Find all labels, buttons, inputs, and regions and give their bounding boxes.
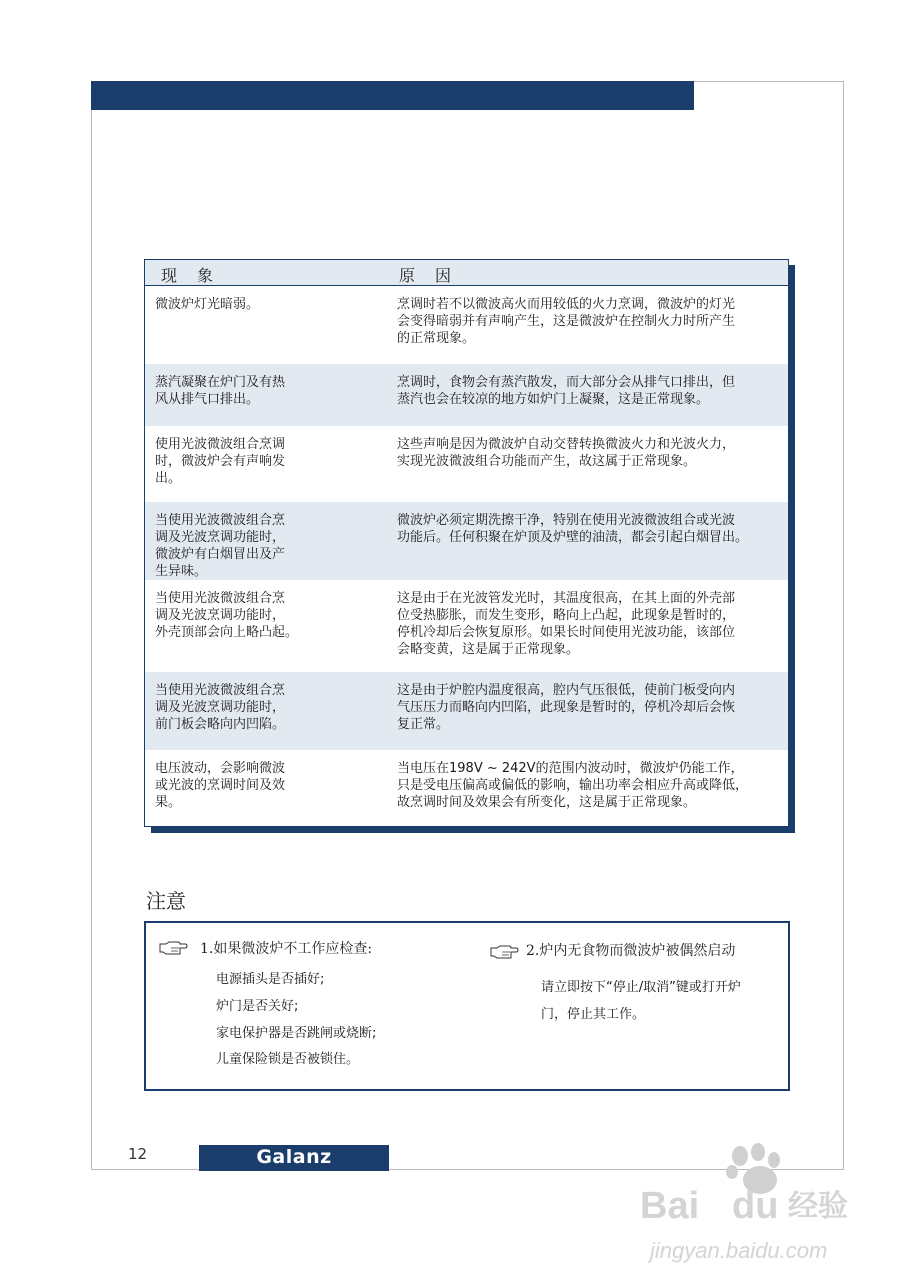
cell-line: 位受热膨胀，而发生变形，略向上凸起，此现象是暂时的， (397, 608, 736, 623)
phenomenon-cell (155, 760, 345, 811)
svg-text:经验: 经验 (788, 1189, 848, 1224)
pointing-hand-icon (489, 944, 519, 960)
cell-line: 前门板会略向内凹陷。 (155, 717, 286, 732)
note-item1-heading: 1.如果微波炉不工作应检查: (200, 941, 373, 957)
page-number: 12 (128, 1145, 148, 1163)
cell-line: 生异味。 (155, 564, 208, 579)
cell-line: 功能后。任何积聚在炉顶及炉壁的油渍，都会引起白烟冒出。 (397, 530, 749, 545)
table-row (145, 426, 788, 502)
cell-line: 蒸汽也会在较凉的地方如炉门上凝聚，这是正常现象。 (397, 392, 710, 407)
cause-cell (397, 760, 789, 811)
watermark-url: jingyan.baidu.com (650, 1238, 828, 1263)
cell-line: 或光波的烹调时间及效 (155, 778, 286, 793)
cell-line: 的正常现象。 (397, 331, 476, 346)
cause-cell (397, 374, 789, 408)
phenomenon-cell (155, 682, 345, 733)
note-item1-line: 家电保护器是否跳闸或烧断; (216, 1026, 377, 1041)
cell-line: 蒸汽凝聚在炉门及有热 (155, 375, 286, 390)
note-title: 注意 (146, 889, 186, 913)
note-item2-line: 门，停止其工作。 (541, 1007, 646, 1022)
table-row (145, 580, 788, 672)
cell-line: 实现光波微波组合功能而产生，故这属于正常现象。 (397, 454, 697, 469)
cell-line: 这些声响是因为微波炉自动交替转换微波火力和光波火力， (397, 437, 736, 452)
note-item1-line: 炉门是否关好; (216, 999, 299, 1014)
cell-line: 当电压在198V ~ 242V的范围内波动时，微波炉仍能工作， (397, 761, 744, 776)
cell-line: 出。 (155, 471, 182, 486)
note-item1-line: 电源插头是否插好; (216, 972, 325, 987)
cell-line: 会略变黄，这是属于正常现象。 (397, 642, 580, 657)
table-row (145, 364, 788, 426)
cause-cell (397, 512, 789, 546)
cell-line: 停机冷却后会恢复原形。如果长时间使用光波功能，该部位 (397, 625, 736, 640)
cell-line: 风从排气口排出。 (155, 392, 260, 407)
cell-line: 烹调时，食物会有蒸汽散发，而大部分会从排气口排出，但 (397, 375, 736, 390)
table-header (145, 260, 788, 286)
table-row (145, 286, 788, 364)
table-row (145, 502, 788, 580)
svg-text:Bai: Bai (640, 1185, 700, 1227)
table-row (145, 750, 788, 826)
cell-line: 故烹调时间及效果会有所变化，这是属于正常现象。 (397, 795, 697, 810)
cell-line: 调及光波烹调功能时， (155, 700, 286, 715)
cause-cell (397, 590, 789, 658)
phenomenon-cell (155, 590, 345, 641)
svg-text:du: du (732, 1185, 779, 1227)
cell-line: 电压波动，会影响微波 (155, 761, 286, 776)
troubleshooting-table (144, 259, 789, 827)
brand-logo: Galanz (256, 1146, 332, 1168)
note-box (144, 921, 790, 1091)
cell-line: 微波炉灯光暗弱。 (155, 297, 260, 312)
cell-line: 这是由于在光波管发光时，其温度很高，在其上面的外壳部 (397, 591, 736, 606)
cell-line: 调及光波烹调功能时， (155, 608, 286, 623)
cell-line: 微波炉有白烟冒出及产 (155, 547, 286, 562)
header-cause: 原因 (399, 266, 472, 285)
cell-line: 当使用光波微波组合烹 (155, 591, 286, 606)
table-row (145, 672, 788, 750)
cell-line: 当使用光波微波组合烹 (155, 513, 286, 528)
cell-line: 时，微波炉会有声响发 (155, 454, 286, 469)
note-item1-line: 儿童保险锁是否被锁住。 (216, 1052, 360, 1067)
note-item2-line: 请立即按下“停止/取消”键或打开炉 (541, 980, 741, 995)
cell-line: 这是由于炉腔内温度很高，腔内气压很低，使前门板受向内 (397, 683, 736, 698)
phenomenon-cell (155, 512, 345, 580)
baidu-watermark-logo (640, 1140, 870, 1270)
cell-line: 果。 (155, 795, 182, 810)
cell-line: 气压压力而略向内凹陷，此现象是暂时的，停机冷却后会恢 (397, 700, 736, 715)
phenomenon-cell (155, 374, 345, 408)
cause-cell (397, 682, 789, 733)
cell-line: 烹调时若不以微波高火而用较低的火力烹调，微波炉的灯光 (397, 297, 736, 312)
cause-cell (397, 436, 789, 470)
header-phenomenon: 现象 (161, 266, 234, 285)
brand-bar (199, 1145, 389, 1171)
cause-cell (397, 296, 789, 347)
cell-line: 会变得暗弱并有声响产生，这是微波炉在控制火力时所产生 (397, 314, 736, 329)
pointing-hand-icon (158, 940, 188, 956)
cell-line: 调及光波烹调功能时， (155, 530, 286, 545)
cell-line: 只是受电压偏高或偏低的影响，输出功率会相应升高或降低， (397, 778, 749, 793)
phenomenon-cell (155, 436, 345, 487)
cell-line: 当使用光波微波组合烹 (155, 683, 286, 698)
note-item2-heading: 2.炉内无食物而微波炉被偶然启动 (526, 943, 736, 959)
cell-line: 复正常。 (397, 717, 450, 732)
cell-line: 微波炉必须定期洗擦干净，特别在使用光波微波组合或光波 (397, 513, 736, 528)
cell-line: 外壳顶部会向上略凸起。 (155, 625, 299, 640)
cell-line: 使用光波微波组合烹调 (155, 437, 286, 452)
phenomenon-cell (155, 296, 345, 313)
header-bar (91, 81, 694, 110)
